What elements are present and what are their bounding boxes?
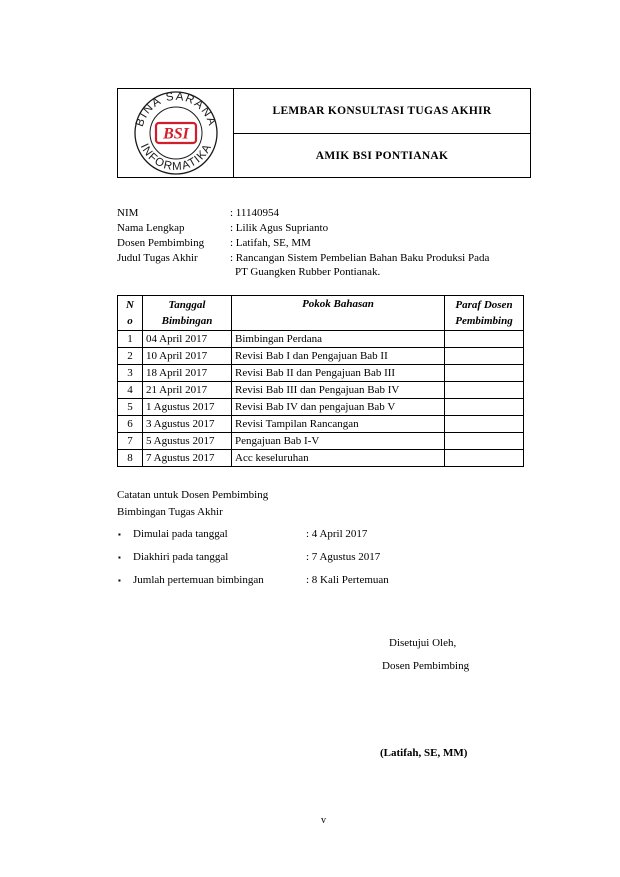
row-signature — [445, 399, 524, 416]
advisor-label: Dosen Pembimbing — [117, 237, 205, 249]
logo-mark-text: BSI — [163, 125, 189, 143]
row-topic: Revisi Bab IV dan pengajuan Bab V — [232, 399, 445, 416]
row-topic: Revisi Bab II dan Pengajuan Bab III — [232, 365, 445, 382]
bullet-icon: ▪ — [118, 530, 121, 539]
name-value: : Lilik Agus Suprianto — [230, 222, 329, 234]
header-date: Tanggal Bimbingan — [143, 296, 232, 331]
document-title: LEMBAR KONSULTASI TUGAS AKHIR — [234, 89, 530, 134]
institution-name: AMIK BSI PONTIANAK — [315, 149, 449, 162]
table-row — [118, 348, 524, 365]
row-date: 1 Agustus 2017 — [143, 399, 232, 416]
row-no: 2 — [118, 348, 143, 365]
row-signature — [445, 365, 524, 382]
row-no: 3 — [118, 365, 143, 382]
notes-heading-2: Bimbingan Tugas Akhir — [117, 506, 223, 518]
start-date-value: : 4 April 2017 — [306, 528, 368, 540]
row-no: 4 — [118, 382, 143, 399]
table-row — [118, 433, 524, 450]
table-row — [118, 331, 524, 348]
row-signature — [445, 450, 524, 467]
table-row — [118, 399, 524, 416]
end-date-label: Diakhiri pada tanggal — [133, 551, 229, 563]
logo-top-text: BINA SARANA — [133, 90, 219, 129]
table-header-row — [118, 296, 524, 331]
end-date-value: : 7 Agustus 2017 — [306, 551, 381, 563]
table-row — [118, 416, 524, 433]
row-date: 10 April 2017 — [143, 348, 232, 365]
row-no: 5 — [118, 399, 143, 416]
row-date: 18 April 2017 — [143, 365, 232, 382]
row-signature — [445, 382, 524, 399]
nim-label: NIM — [117, 207, 139, 219]
bsi-logo — [118, 89, 234, 177]
row-no: 7 — [118, 433, 143, 450]
meeting-count-label: Jumlah pertemuan bimbingan — [133, 574, 264, 586]
row-date: 04 April 2017 — [143, 331, 232, 348]
row-topic: Bimbingan Perdana — [232, 331, 445, 348]
row-signature — [445, 348, 524, 365]
bullet-icon: ▪ — [118, 576, 121, 585]
row-date: 7 Agustus 2017 — [143, 450, 232, 467]
thesis-title-value-line1: : Rancangan Sistem Pembelian Bahan Baku Produksi Pada — [230, 252, 490, 264]
table-row — [118, 365, 524, 382]
table-row — [118, 450, 524, 467]
row-signature — [445, 416, 524, 433]
row-topic: Revisi Bab III dan Pengajuan Bab IV — [232, 382, 445, 399]
row-no: 1 — [118, 331, 143, 348]
row-date: 21 April 2017 — [143, 382, 232, 399]
row-topic: Acc keseluruhan — [232, 450, 445, 467]
header-no: N o — [118, 296, 143, 331]
thesis-title-value-line2: PT Guangken Rubber Pontianak. — [235, 266, 381, 278]
header-topic: Pokok Bahasan — [232, 296, 445, 331]
row-date: 3 Agustus 2017 — [143, 416, 232, 433]
row-no: 8 — [118, 450, 143, 467]
approved-by-label: Disetujui Oleh, — [389, 637, 457, 649]
row-topic: Pengajuan Bab I-V — [232, 433, 445, 450]
logo-bottom-text: INFORMATIKA — [137, 141, 215, 174]
meeting-count-value: : 8 Kali Pertemuan — [306, 574, 389, 586]
bullet-icon: ▪ — [118, 553, 121, 562]
advisor-role-label: Dosen Pembimbing — [382, 660, 470, 672]
nim-value: : 11140954 — [230, 207, 279, 219]
row-topic: Revisi Bab I dan Pengajuan Bab II — [232, 348, 445, 365]
consultation-table — [117, 295, 524, 467]
page-number: v — [321, 815, 326, 826]
header-signature: Paraf Dosen Pembimbing — [445, 296, 524, 331]
name-label: Nama Lengkap — [117, 222, 185, 234]
advisor-value: : Latifah, SE, MM — [230, 237, 311, 249]
start-date-label: Dimulai pada tanggal — [133, 528, 228, 540]
thesis-title-label: Judul Tugas Akhir — [117, 252, 198, 264]
row-topic: Revisi Tampilan Rancangan — [232, 416, 445, 433]
header-box — [117, 88, 531, 178]
row-signature — [445, 433, 524, 450]
notes-heading-1: Catatan untuk Dosen Pembimbing — [117, 489, 269, 501]
row-date: 5 Agustus 2017 — [143, 433, 232, 450]
signer-name: (Latifah, SE, MM) — [380, 747, 468, 759]
table-row — [118, 382, 524, 399]
row-signature — [445, 331, 524, 348]
logo-mark — [156, 123, 196, 143]
logo-cell — [118, 89, 234, 177]
row-no: 6 — [118, 416, 143, 433]
